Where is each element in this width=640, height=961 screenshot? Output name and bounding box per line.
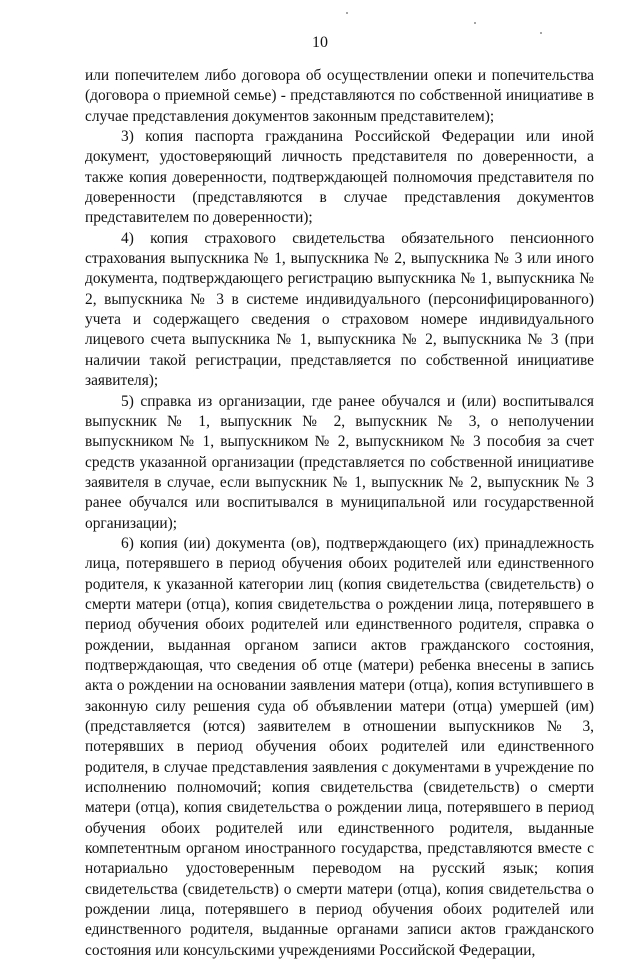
paragraph-item-4: 4) копия страхового свидетельства обязательного пенсионного страхования выпускника № 1, выпускника № 2, выпускника № 3 или иного документа, подтверждающего регистрацию выпускника № 1, выпускника № 2, выпускника № 3 в системе индивидуального (персонифицированного) учета и содержащего сведения о страховом номере индивидуального лицевого счета выпускника № 1, выпускника № 2, выпускника № 3 (при наличии такой регистрации, представляется по собственной инициативе заявителя); bbox=[85, 229, 594, 390]
body-text bbox=[85, 66, 594, 961]
paragraph-continuation: или попечителем либо договора об осуществлении опеки и попечительства (договора о приемной семье) - представляются по собственной инициативе в случае представления документов законным представителем); bbox=[85, 67, 594, 125]
page-number: 10 bbox=[312, 34, 328, 51]
scan-speck bbox=[474, 22, 476, 24]
scan-speck bbox=[346, 12, 348, 14]
paragraph-item-3: 3) копия паспорта гражданина Российской Федерации или иной документ, удостоверяющий личность представителя по доверенности, а также копия доверенности, подтверждающей полномочия представителя по доверенности (представляются в случае представления документов представителем по доверенности); bbox=[85, 128, 594, 227]
paragraph-item-5: 5) справка из организации, где ранее обучался и (или) воспитывался выпускник № 1, выпускник № 2, выпускник № 3, о неполучении выпускником № 1, выпускником № 2, выпускником № 3 пособия за счет средств указанной организации (представляется по собственной инициативе заявителя в случае, если выпускник № 1, выпускник № 2, выпускник № 3 ранее обучался или воспитывался в муниципальной или государственной организации); bbox=[85, 392, 594, 532]
paragraph-item-6: 6) копия (ии) документа (ов), подтверждающего (их) принадлежность лица, потерявшего в период обучения обоих родителей или единственного родителя, к указанной категории лиц (копия свидетельства (свидетельств) о смерти матери (отца), копия свидетельства о рождении лица, потерявшего в период обучения обоих родителей или единственного родителя, справка о рождении, выданная органом записи актов гражданского состояния, подтверждающая, что сведения об отце (матери) ребенка внесены в запись акта о рождении на основании заявления матери (отца), копия вступившего в законную силу решения суда об объявлении матери (отца) умершей (им) (представляется (ются) заявителем в отношении выпускников № 3, потерявших в период обучения обоих родителей или единственного родителя, в случае представления заявления с документами в учреждение по исполнению полномочий; копия свидетельства (свидетельств) о смерти матери (отца), копия свидетельства о рождении лица, потерявшего в период обучения обоих родителей или единственного родителя, выданные компетентным органом иностранного государства, представляются вместе с нотариально удостоверенным переводом на русский язык; копия свидетельства (свидетельств) о смерти матери (отца), копия свидетельства о рождении лица, потерявшего в период обучения обоих родителей или единственного родителя, выданные органами записи актов гражданского состояния или консульскими учреждениями Российской Федерации, bbox=[85, 534, 594, 959]
